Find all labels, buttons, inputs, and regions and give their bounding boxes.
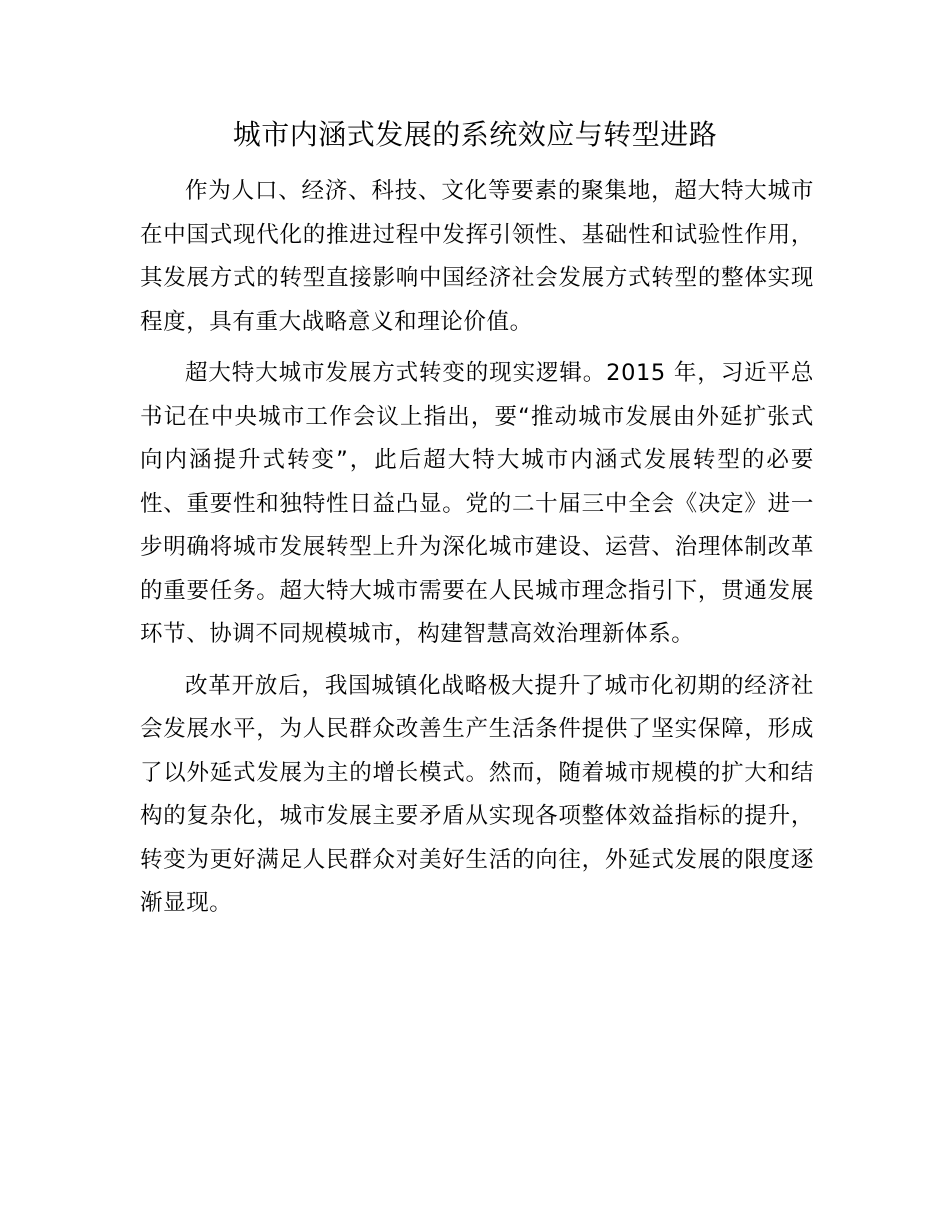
paragraph-3: 改革开放后，我国城镇化战略极大提升了城市化初期的经济社会发展水平，为人民群众改善生产生活条件提供了坚实保障，形成了以外延式发展为主的增长模式。然而，随着城市规模的扩大和结构的复杂化，城市发展主要矛盾从实现各项整体效益指标的提升，转变为更好满足人民群众对美好生活的向往，外延式发展的限度逐渐显现。: [140, 672, 814, 916]
document-title: 城市内涵式发展的系统效应与转型进路: [232, 118, 718, 151]
paragraph-1: 作为人口、经济、科技、文化等要素的聚集地，超大特大城市在中国式现代化的推进过程中发挥引领性、基础性和试验性作用，其发展方式的转型直接影响中国经济社会发展方式转型的整体实现程度，具有重大战略意义和理论价值。: [140, 178, 814, 335]
document-body: [140, 170, 814, 934]
paragraph-2: 超大特大城市发展方式转变的现实逻辑。2015 年，习近平总书记在中央城市工作会议上指出，要“推动城市发展由外延扩张式向内涵提升式转变”，此后超大特大城市内涵式发展转型的必要性、重要性和独特性日益凸显。党的二十届三中全会《决定》进一步明确将城市发展转型上升为深化城市建设、运营、治理体制改革的重要任务。超大特大城市需要在人民城市理念指引下，贯通发展环节、协调不同规模城市，构建智慧高效治理新体系。: [140, 360, 814, 647]
